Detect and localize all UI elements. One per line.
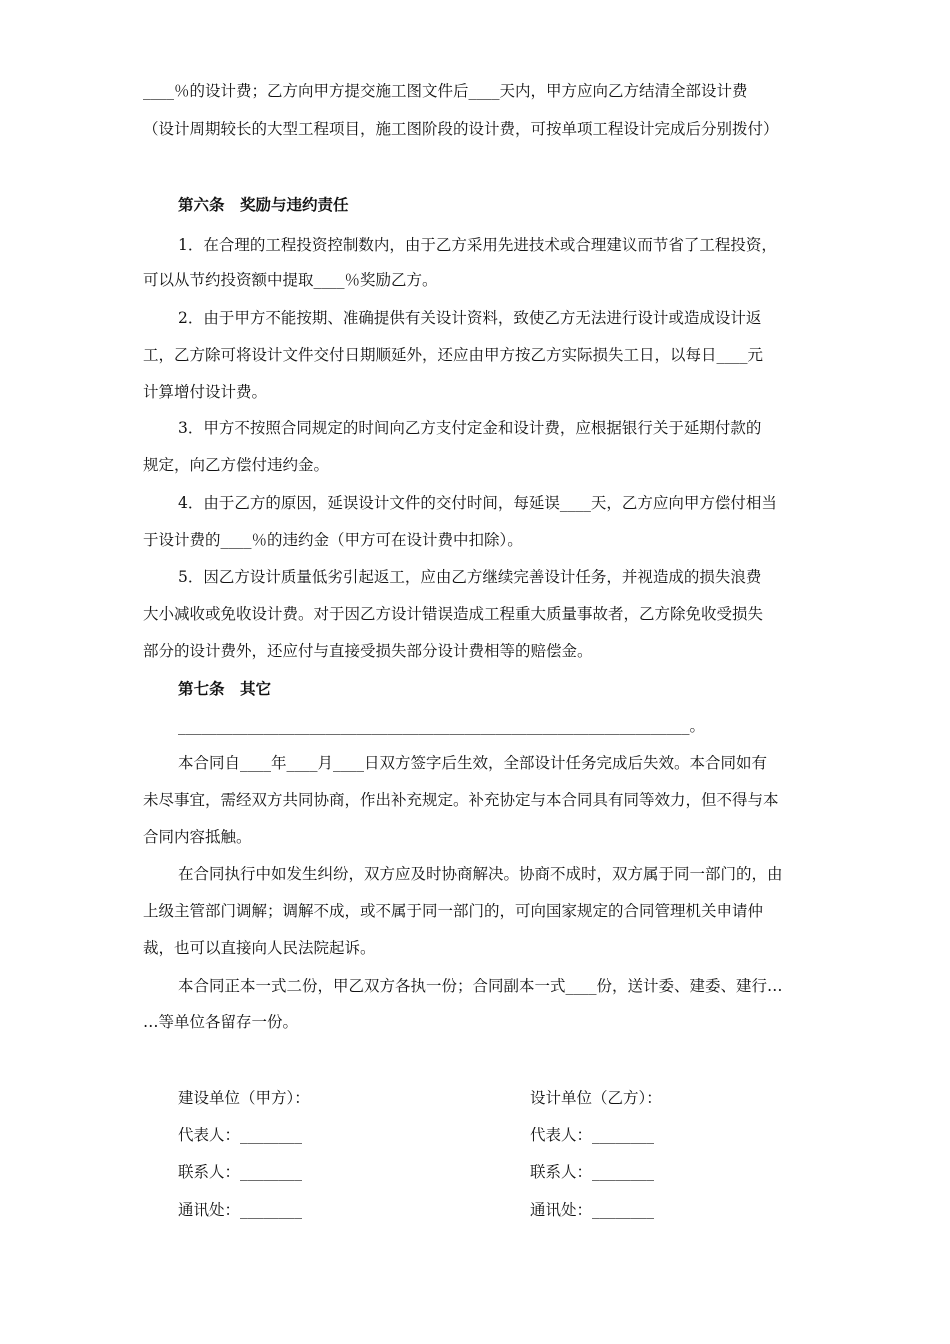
text-line: 规定，向乙方偿付违约金。 <box>143 456 330 474</box>
text-line: 于设计费的____％的违约金（甲方可在设计费中扣除）。 <box>143 531 523 549</box>
party-b-representative: 代表人：________ <box>530 1126 655 1144</box>
party-a-contact: 联系人：________ <box>178 1163 303 1181</box>
text-line: 未尽事宜，需经双方共同协商，作出补充规定。补充协定与本合同具有同等效力，但不得与本 <box>143 791 779 809</box>
text-line: 本合同正本一式二份，甲乙双方各执一份；合同副本一式____份，送计委、建委、建行… <box>178 977 783 995</box>
text-line: 上级主管部门调解；调解不成，或不属于同一部门的，可向国家规定的合同管理机关申请仲 <box>143 902 764 920</box>
text-line: 合同内容抵触。 <box>143 828 252 846</box>
text-line: 1．在合理的工程投资控制数内，由于乙方采用先进技术或合理建议而节省了工程投资， <box>178 236 777 254</box>
party-a-title: 建设单位（甲方）： <box>178 1089 310 1107</box>
text-line: 工，乙方除可将设计文件交付日期顺延外，还应由甲方按乙方实际损失工日，以每日____元 <box>143 346 764 364</box>
party-b-address: 通讯处：________ <box>530 1201 655 1219</box>
text-line: ____％的设计费；乙方向甲方提交施工图文件后____天内，甲方应向乙方结清全部设计费 <box>143 82 748 100</box>
blank-fill-line: __________________________________________________________________。 <box>178 717 706 735</box>
text-line: 大小减收或免收设计费。对于因乙方设计错误造成工程重大质量事故者，乙方除免收受损失 <box>143 605 764 623</box>
text-line: 可以从节约投资额中提取____％奖励乙方。 <box>143 271 438 289</box>
article-7-heading: 第七条 其它 <box>178 679 272 698</box>
party-a-representative: 代表人：________ <box>178 1126 303 1144</box>
text-line: 4．由于乙方的原因，延误设计文件的交付时间，每延误____天，乙方应向甲方偿付相当 <box>178 494 777 512</box>
party-b-title: 设计单位（乙方）： <box>530 1089 662 1107</box>
text-line: …等单位各留存一份。 <box>143 1013 299 1031</box>
party-b-contact: 联系人：________ <box>530 1163 655 1181</box>
text-line: 部分的设计费外，还应付与直接受损失部分设计费相等的赔偿金。 <box>143 642 593 660</box>
article-6-heading: 第六条 奖励与违约责任 <box>178 195 349 214</box>
text-line: 在合同执行中如发生纠纷，双方应及时协商解决。协商不成时，双方属于同一部门的，由 <box>178 865 783 883</box>
text-line: （设计周期较长的大型工程项目，施工图阶段的设计费，可按单项工程设计完成后分别拨付） <box>143 120 779 138</box>
text-line: 计算增付设计费。 <box>143 383 268 401</box>
text-line: 2．由于甲方不能按期、准确提供有关设计资料，致使乙方无法进行设计或造成设计返 <box>178 309 762 327</box>
text-line: 5．因乙方设计质量低劣引起返工，应由乙方继续完善设计任务，并视造成的损失浪费 <box>178 568 762 586</box>
text-line: 裁，也可以直接向人民法院起诉。 <box>143 939 376 957</box>
text-line: 3．甲方不按照合同规定的时间向乙方支付定金和设计费，应根据银行关于延期付款的 <box>178 419 762 437</box>
party-a-address: 通讯处：________ <box>178 1201 303 1219</box>
text-line: 本合同自____年____月____日双方签字后生效，全部设计任务完成后失效。本合同如有 <box>178 754 768 772</box>
